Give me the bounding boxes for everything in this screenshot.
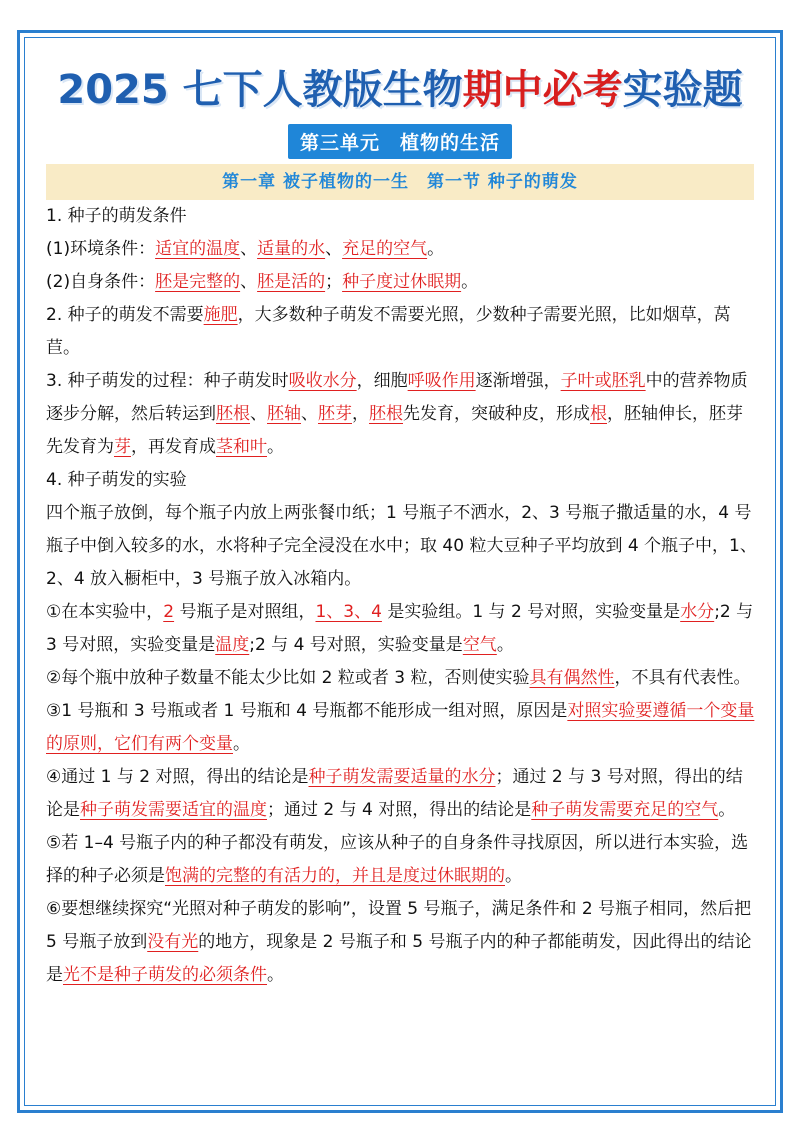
paragraph-q2 xyxy=(46,662,758,695)
text: 。 xyxy=(461,272,479,292)
text: 。 xyxy=(233,734,250,754)
text: ⑤若 1–4 号瓶子内的种子都没有萌发，应该从种子的自身条件寻找原因，所以进行本实验，选择的种子必须是 xyxy=(46,833,749,886)
text: ，再发育成 xyxy=(131,437,216,457)
text: ②每个瓶中放种子数量不能太少比如 2 粒或者 3 粒，否则使实验 xyxy=(46,668,530,688)
text: 是实验组。1 与 2 号对照，实验变量是 xyxy=(381,602,681,622)
text: 3. 种子萌发的过程：种子萌发时 xyxy=(46,371,289,391)
title-part-2: 期中必考 xyxy=(462,67,623,113)
answer: 种子萌发需要适量的水分 xyxy=(308,767,496,787)
answer: 胚芽 xyxy=(318,404,352,424)
text: ，大多数种子萌发不需要光照，少数种子需要光照，比如烟草，莴苣。 xyxy=(46,305,731,358)
text: 。 xyxy=(267,437,284,457)
answer: 呼吸作用 xyxy=(407,371,476,391)
answer: 1、3、4 xyxy=(315,602,382,622)
text: 号瓶子是对照组， xyxy=(174,602,316,622)
answer: 水分 xyxy=(680,602,715,622)
text: (1)环境条件： xyxy=(46,239,156,259)
text: ， xyxy=(352,404,369,424)
paragraph-q4 xyxy=(46,761,758,827)
paragraph-germination-process xyxy=(46,365,758,464)
answer: 茎和叶 xyxy=(216,437,267,457)
answer: 胚是活的 xyxy=(257,272,326,292)
text: 先发育，突破种皮，形成 xyxy=(403,404,590,424)
text: 。 xyxy=(496,635,514,655)
text: ;2 与 3 号对照，实验变量是 xyxy=(46,602,754,655)
answer: 种子萌发需要适宜的温度 xyxy=(80,800,267,820)
text: 、 xyxy=(240,272,258,292)
answer: 空气 xyxy=(462,635,497,655)
text: ③1 号瓶和 3 号瓶或者 1 号瓶和 4 号瓶都不能形成一组对照，原因是 xyxy=(46,701,568,721)
section-1-heading: 1. 种子的萌发条件 xyxy=(46,206,187,226)
text: 。 xyxy=(718,800,736,820)
title-part-3: 实验题 xyxy=(622,67,743,113)
text: 。 xyxy=(267,965,284,985)
paragraph-no-fertilizer xyxy=(46,299,758,365)
text: ；通过 2 与 3 号对照，得出的结论是 xyxy=(46,767,743,820)
unit-banner: 第三单元 植物的生活 xyxy=(288,124,512,159)
text: ⑥要想继续探究“光照对种子萌发的影响”，设置 5 号瓶子，满足条件和 2 号瓶子相同，然后把 5 号瓶子放到 xyxy=(46,899,752,952)
answer: 充足的空气 xyxy=(342,239,428,259)
paragraph-q1 xyxy=(46,596,758,662)
page-title xyxy=(0,58,800,115)
text: 。 xyxy=(427,239,445,259)
text: (2)自身条件： xyxy=(46,272,156,292)
text: ④通过 1 与 2 对照，得出的结论是 xyxy=(46,767,309,787)
answer: 吸收水分 xyxy=(288,371,357,391)
text: 、 xyxy=(301,404,318,424)
text: 2. 种子的萌发不需要 xyxy=(46,305,204,325)
answer: 没有光 xyxy=(147,932,199,952)
text: ； xyxy=(325,272,343,292)
paragraph-q5 xyxy=(46,827,758,893)
answer: 适宜的温度 xyxy=(155,239,241,259)
text: ;2 与 4 号对照，实验变量是 xyxy=(249,635,463,655)
answer: 光不是种子萌发的必须条件 xyxy=(63,965,267,985)
text: 。 xyxy=(505,866,522,886)
answer: 胚根 xyxy=(369,404,403,424)
answer: 温度 xyxy=(215,635,250,655)
paragraph-environment-conditions xyxy=(46,233,758,266)
content-body xyxy=(46,200,758,992)
text: 、 xyxy=(250,404,267,424)
paragraph-q3 xyxy=(46,695,758,761)
answer: 种子度过休眠期 xyxy=(342,272,462,292)
paragraph-self-conditions xyxy=(46,266,758,299)
answer: 芽 xyxy=(114,437,131,457)
chapter-heading: 第一章 被子植物的一生 第一节 种子的萌发 xyxy=(46,164,754,200)
answer: 胚轴 xyxy=(267,404,301,424)
text: ，胚轴伸长，胚芽先发育为 xyxy=(46,404,743,457)
paragraph-q6 xyxy=(46,893,758,992)
answer: 胚是完整的 xyxy=(155,272,241,292)
answer: 子叶或胚乳 xyxy=(560,371,646,391)
text: ①在本实验中， xyxy=(46,602,164,622)
text: 中的营养物质逐步分解，然后转运到 xyxy=(46,371,748,424)
answer: 具有偶然性 xyxy=(529,668,615,688)
answer: 对照实验要遵循一个变量的原则，它们有两个变量 xyxy=(46,701,755,754)
text: ，不具有代表性。 xyxy=(614,668,751,688)
answer: 根 xyxy=(590,404,607,424)
answer: 2 xyxy=(163,602,175,622)
paragraph-experiment-setup: 四个瓶子放倒，每个瓶子内放上两张餐巾纸；1 号瓶子不洒水，2、3 号瓶子撒适量的水，4 号瓶子中倒入较多的水，水将种子完全浸没在水中；取 40 粒大豆种子平均放到 4 个瓶子中，1、2、4 放入橱柜中，3 号瓶子放入冰箱内。 xyxy=(46,503,757,589)
text: 、 xyxy=(240,239,258,259)
section-4-heading: 4. 种子萌发的实验 xyxy=(46,470,187,490)
text: ；通过 2 与 4 对照，得出的结论是 xyxy=(267,800,532,820)
title-part-1: 2025 七下人教版生物 xyxy=(57,67,463,113)
answer: 施肥 xyxy=(203,305,238,325)
unit-banner-wrap xyxy=(0,124,800,159)
text: 的地方，现象是 2 号瓶子和 5 号瓶子内的种子都能萌发，因此得出的结论是 xyxy=(46,932,752,985)
answer: 胚根 xyxy=(216,404,250,424)
answer: 种子萌发需要充足的空气 xyxy=(531,800,719,820)
text: ，细胞 xyxy=(356,371,408,391)
answer: 适量的水 xyxy=(257,239,326,259)
text: 、 xyxy=(325,239,343,259)
answer: 饱满的完整的有活力的，并且是度过休眠期的 xyxy=(165,866,505,886)
text: 逐渐增强， xyxy=(475,371,561,391)
